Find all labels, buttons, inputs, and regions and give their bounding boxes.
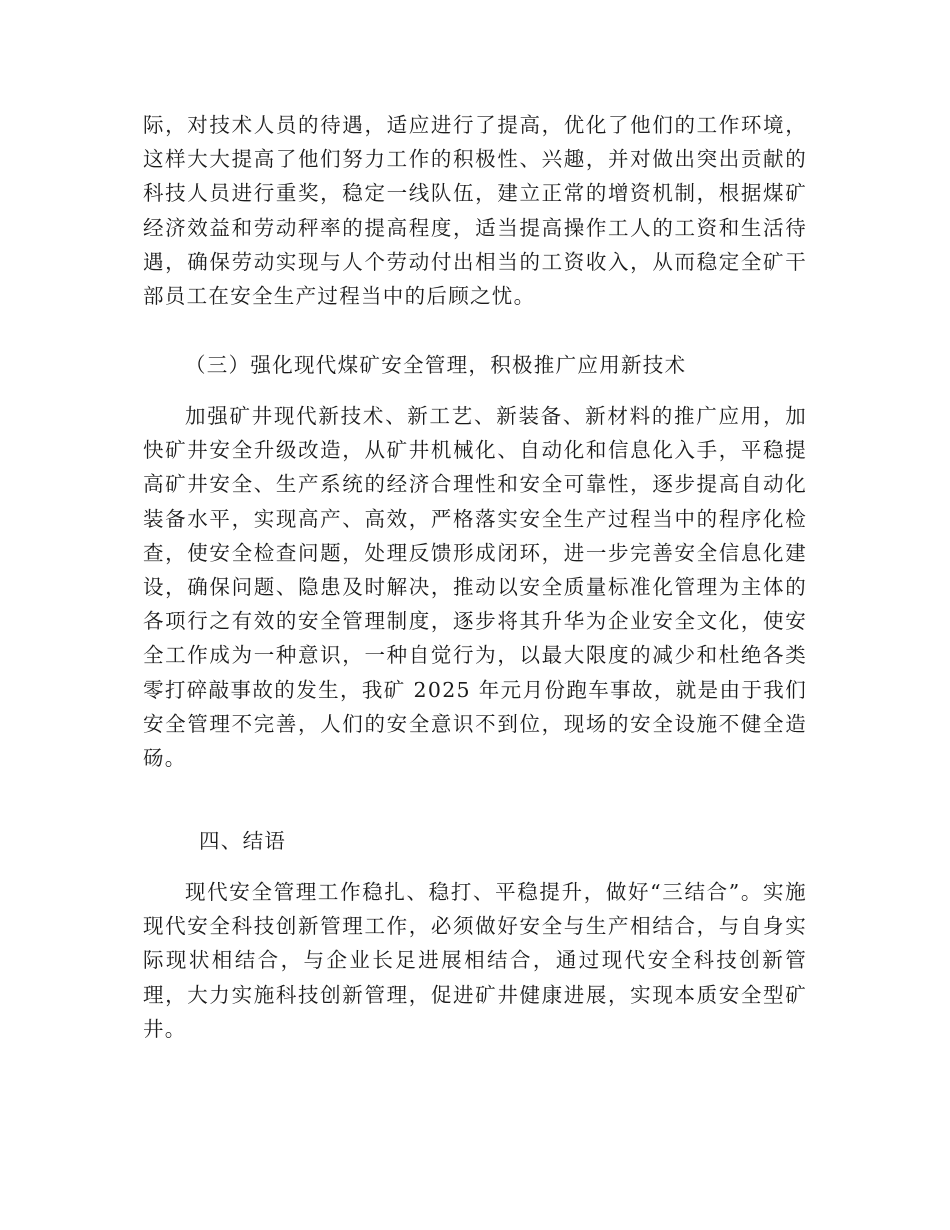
- paragraph-conclusion: 现代安全管理工作稳扎、稳打、平稳提升，做好“三结合”。实施现代安全科技创新管理工作，必须做好安全与生产相结合，与自身实际现状相结合，与企业长足进展相结合，通过现代安全科技创新管理，大力实施科技创新管理，促进矿井健康进展，实现本质安全型矿井。: [143, 880, 807, 1041]
- section-heading-4: 四、结语: [199, 829, 287, 853]
- section-heading-3: （三）强化现代煤矿安全管理，积极推广应用新技术: [185, 353, 687, 377]
- paragraph-continued: 际，对技术人员的待遇，适应进行了提高，优化了他们的工作环境，这样大大提高了他们努力工作的积极性、兴趣，并对做出突出贡献的科技人员进行重奖，稳定一线队伍，建立正常的增资机制，根据煤矿经济效益和劳动秤率的提高程度，适当提高操作工人的工资和生活待遇，确保劳动实现与人个劳动付出相当的工资收入，从而稳定全矿干部员工在安全生产过程当中的后顾之忧。: [143, 113, 807, 309]
- paragraph-tech: 加强矿井现代新技术、新工艺、新装备、新材料的推广应用，加快矿井安全升级改造，从矿井机械化、自动化和信息化入手，平稳提高矿井安全、生产系统的经济合理性和安全可靠性，逐步提高自动化装备水平，实现高产、高效，严格落实安全生产过程当中的程序化检查，使安全检查问题，处理反馈形成闭环，进一步完善安全信息化建设，确保问题、隐患及时解决，推动以安全质量标准化管理为主体的各项行之有效的安全管理制度，逐步将其升华为企业安全文化，使安全工作成为一种意识，一种自觉行为，以最大限度的减少和杜绝各类零打碎敲事故的发生，我矿 2025 年元月份跑车事故，就是由于我们安全管理不完善，人们的安全意识不到位，现场的安全设施不健全造砀。: [143, 404, 807, 771]
